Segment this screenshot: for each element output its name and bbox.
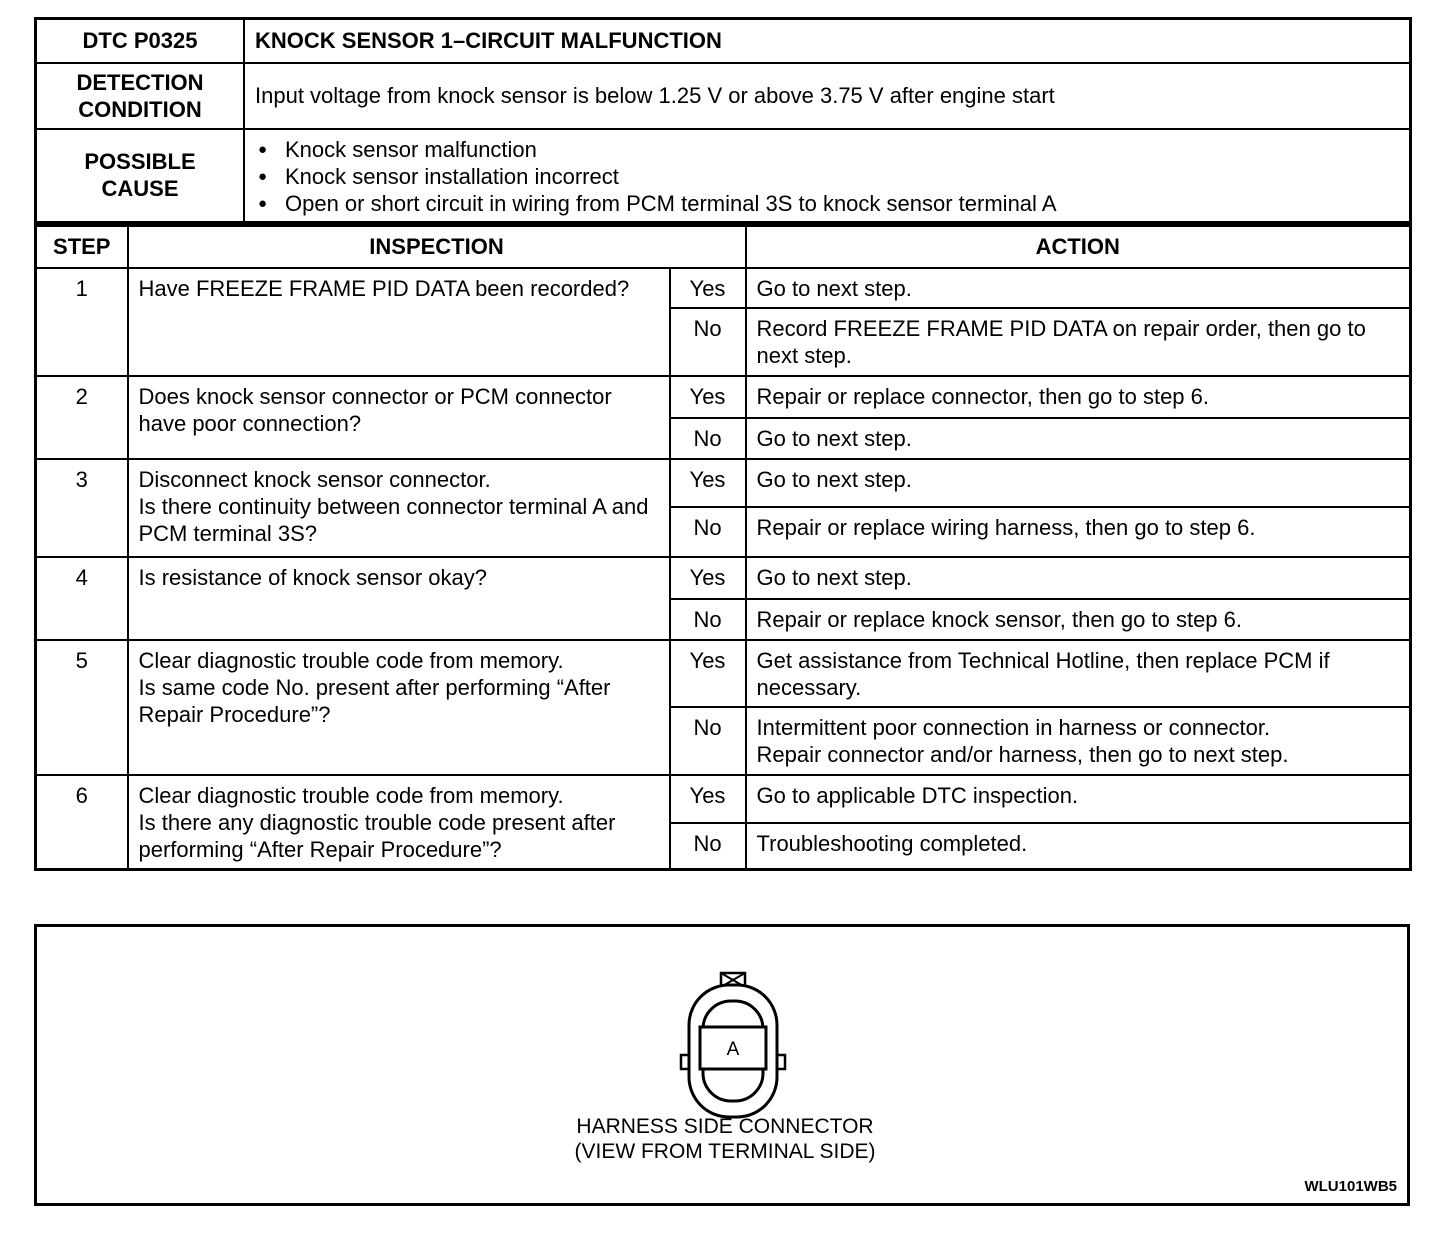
table-row <box>36 640 1411 707</box>
yes-action: Repair or replace connector, then go to step 6. <box>746 376 1411 418</box>
step-number: 1 <box>36 268 128 376</box>
step-inspection: Is resistance of knock sensor okay? <box>128 557 670 640</box>
yes-label: Yes <box>670 268 746 308</box>
cause-label-line2: CAUSE <box>101 176 179 202</box>
no-label: No <box>670 823 746 869</box>
table-row <box>36 459 1411 507</box>
inspection-line: Is same code No. present after performing “After Repair Procedure”? <box>138 675 611 727</box>
inspection-column-header: INSPECTION <box>128 226 746 269</box>
no-action: Troubleshooting completed. <box>746 823 1411 869</box>
no-action: Repair or replace knock sensor, then go to step 6. <box>746 599 1411 640</box>
yes-label: Yes <box>670 557 746 599</box>
step-inspection <box>128 640 670 775</box>
yes-action: Go to applicable DTC inspection. <box>746 775 1411 823</box>
step-number: 6 <box>36 775 128 869</box>
step-number: 2 <box>36 376 128 459</box>
cause-label-line1: POSSIBLE <box>84 149 196 175</box>
detection-label-line2: CONDITION <box>78 96 202 122</box>
no-label: No <box>670 599 746 640</box>
table-row <box>36 268 1411 308</box>
diagram-caption-line2: (VIEW FROM TERMINAL SIDE) <box>574 1140 876 1163</box>
step-inspection: Have FREEZE FRAME PID DATA been recorded? <box>128 268 670 376</box>
detection-condition-label <box>36 63 245 129</box>
connector-diagram-box <box>34 924 1410 1206</box>
yes-action: Get assistance from Technical Hotline, then replace PCM if necessary. <box>746 640 1411 707</box>
no-label: No <box>670 418 746 459</box>
dtc-title: KNOCK SENSOR 1–CIRCUIT MALFUNCTION <box>244 19 1411 63</box>
possible-cause-label <box>36 129 245 223</box>
reference-code: WLU101WB5 <box>1304 1178 1397 1195</box>
table-row <box>36 557 1411 599</box>
step-column-header: STEP <box>36 226 128 269</box>
no-action: Record FREEZE FRAME PID DATA on repair order, then go to next step. <box>746 308 1411 376</box>
step-number: 4 <box>36 557 128 640</box>
no-label: No <box>670 707 746 775</box>
inspection-line: Disconnect knock sensor connector. <box>138 467 491 492</box>
dtc-header-table <box>34 17 1412 224</box>
yes-label: Yes <box>670 775 746 823</box>
possible-cause-list <box>244 129 1411 223</box>
step-number: 5 <box>36 640 128 775</box>
inspection-line: Clear diagnostic trouble code from memory. <box>138 783 564 808</box>
step-number: 3 <box>36 459 128 557</box>
yes-label: Yes <box>670 376 746 418</box>
step-inspection <box>128 459 670 557</box>
no-label: No <box>670 507 746 557</box>
step-inspection <box>128 775 670 869</box>
table-row <box>36 376 1411 418</box>
terminal-label: A <box>726 1039 740 1060</box>
cause-item: ● Knock sensor malfunction <box>255 136 1409 163</box>
dtc-code: DTC P0325 <box>36 19 245 63</box>
yes-action: Go to next step. <box>746 557 1411 599</box>
inspection-line: Clear diagnostic trouble code from memory. <box>138 648 564 673</box>
yes-label: Yes <box>670 459 746 507</box>
step-inspection: Does knock sensor connector or PCM connector have poor connection? <box>128 376 670 459</box>
yes-action: Go to next step. <box>746 459 1411 507</box>
diagram-caption-line1: HARNESS SIDE CONNECTOR <box>576 1115 874 1138</box>
detection-label-line1: DETECTION <box>76 69 204 95</box>
yes-label: Yes <box>670 640 746 707</box>
inspection-line: Is there any diagnostic trouble code present after performing “After Repair Procedure”? <box>138 810 616 862</box>
no-action: Go to next step. <box>746 418 1411 459</box>
no-action <box>746 707 1411 775</box>
detection-condition-text: Input voltage from knock sensor is below 1.25 V or above 3.75 V after engine start <box>244 63 1411 129</box>
action-line: Repair connector and/or harness, then go to next step. <box>756 742 1289 767</box>
action-line: Intermittent poor connection in harness or connector. <box>756 715 1271 740</box>
action-column-header: ACTION <box>746 226 1411 269</box>
inspection-steps-table <box>34 224 1412 871</box>
no-action: Repair or replace wiring harness, then go to step 6. <box>746 507 1411 557</box>
no-label: No <box>670 308 746 376</box>
cause-item: ● Knock sensor installation incorrect <box>255 163 1409 190</box>
connector-diagram-icon <box>679 971 789 1121</box>
yes-action: Go to next step. <box>746 268 1411 308</box>
table-row <box>36 775 1411 823</box>
inspection-line: Is there continuity between connector terminal A and PCM terminal 3S? <box>138 494 649 546</box>
cause-item: ● Open or short circuit in wiring from PCM terminal 3S to knock sensor terminal A <box>255 190 1409 217</box>
